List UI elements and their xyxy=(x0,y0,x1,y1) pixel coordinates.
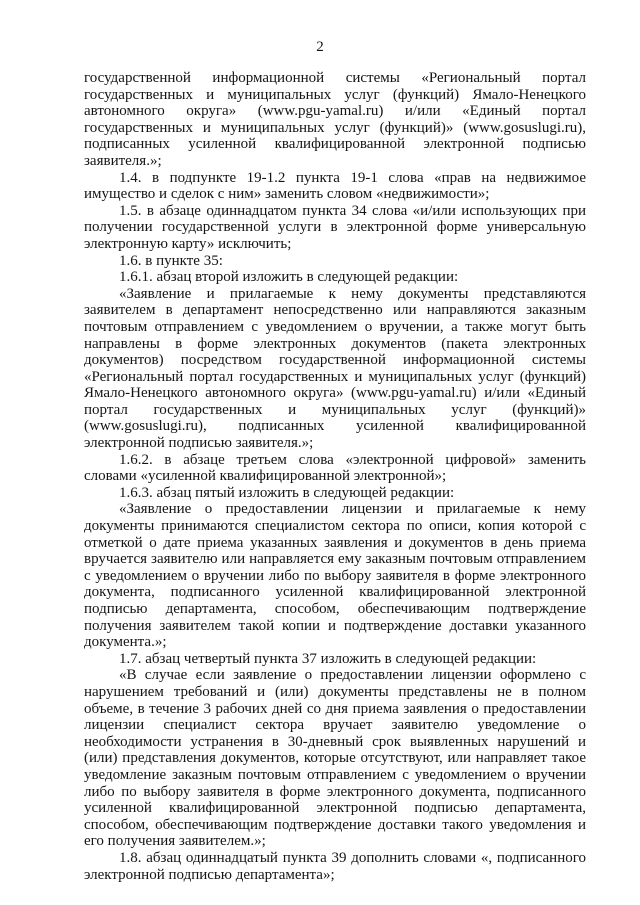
document-body xyxy=(84,70,586,883)
paragraph: 1.6.2. в абзаце третьем слова «электронной цифровой» заменить словами «усиленной квалифицированной электронной»; xyxy=(84,451,586,485)
paragraph: «В случае если заявление о предоставлении лицензии оформлено с нарушением требований и (или) документы представлены не в полном объеме, в течение 3 рабочих дней со дня приема заявления о предоставлении лицензии специалист сектора вручает заявителю уведомление о необходимости устранения в 30-дневный срок выявленных нарушений и (или) представления документов, которые отсутствуют, или направляет такое уведомление заказным почтовым отправлением с уведомлением о вручении либо по выбору заявителя в форме электронного документа, подписанного усиленной квалифицированной электронной подписью департамента, способом, обеспечивающим подтверждение доставки такого уведомления и его получения заявителем.»; xyxy=(84,667,586,850)
paragraph: государственной информационной системы «Региональный портал государственных и муниципальных услуг (функций) Ямало-Ненецкого автономного округа» (www.pgu-yamal.ru) и/или «Единый портал государственных и муниципальных услуг (функций)» (www.gosuslugi.ru), подписанных усиленной квалифицированной электронной подписью заявителя.»; xyxy=(84,70,586,169)
paragraph: 1.5. в абзаце одиннадцатом пункта 34 слова «и/или использующих при получении государственной услуги в электронной форме универсальную электронную карту» исключить; xyxy=(84,202,586,252)
paragraph: 1.6. в пункте 35: xyxy=(119,252,223,269)
paragraph: 1.6.1. абзац второй изложить в следующей редакции: xyxy=(119,269,459,286)
paragraph: 1.7. абзац четвертый пункта 37 изложить в следующей редакции: xyxy=(119,650,537,667)
paragraph: 1.6.3. абзац пятый изложить в следующей редакции: xyxy=(119,484,455,501)
page-number: 2 xyxy=(316,39,324,55)
paragraph: «Заявление о предоставлении лицензии и прилагаемые к нему документы принимаются специалистом сектора по описи, копия которой с отметкой о дате приема указанных заявления и документов в день приема вручается заявителю или направляется ему заказным почтовым отправлением с уведомлением о вручении либо по выбору заявителя в форме электронного документа, подписанного усиленной квалифицированной электронной подписью департамента, способом, обеспечивающим подтверждение получения заявителем такой копии и подтверждение доставки указанного документа.»; xyxy=(84,501,586,651)
paragraph: 1.8. абзац одиннадцатый пункта 39 дополнить словами «, подписанного электронной подписью департамента»; xyxy=(84,849,586,883)
paragraph: «Заявление и прилагаемые к нему документы представляются заявителем в департамент непосредственно или направляются заказным почтовым отправлением с уведомлением о вручении, а также могут быть направлены в форме электронных документов (пакета электронных документов) посредством государственной информационной системы «Региональный портал государственных и муниципальных услуг (функций) Ямало-Ненецкого автономного округа» (www.pgu-yamal.ru) и/или «Единый портал государственных и муниципальных услуг (функций)» (www.gosuslugi.ru), подписанных усиленной квалифицированной электронной подписью заявителя.»; xyxy=(84,285,586,452)
paragraph: 1.4. в подпункте 19-1.2 пункта 19-1 слова «прав на недвижимое имущество и сделок с ним» заменить словом «недвижимости»; xyxy=(84,169,586,203)
